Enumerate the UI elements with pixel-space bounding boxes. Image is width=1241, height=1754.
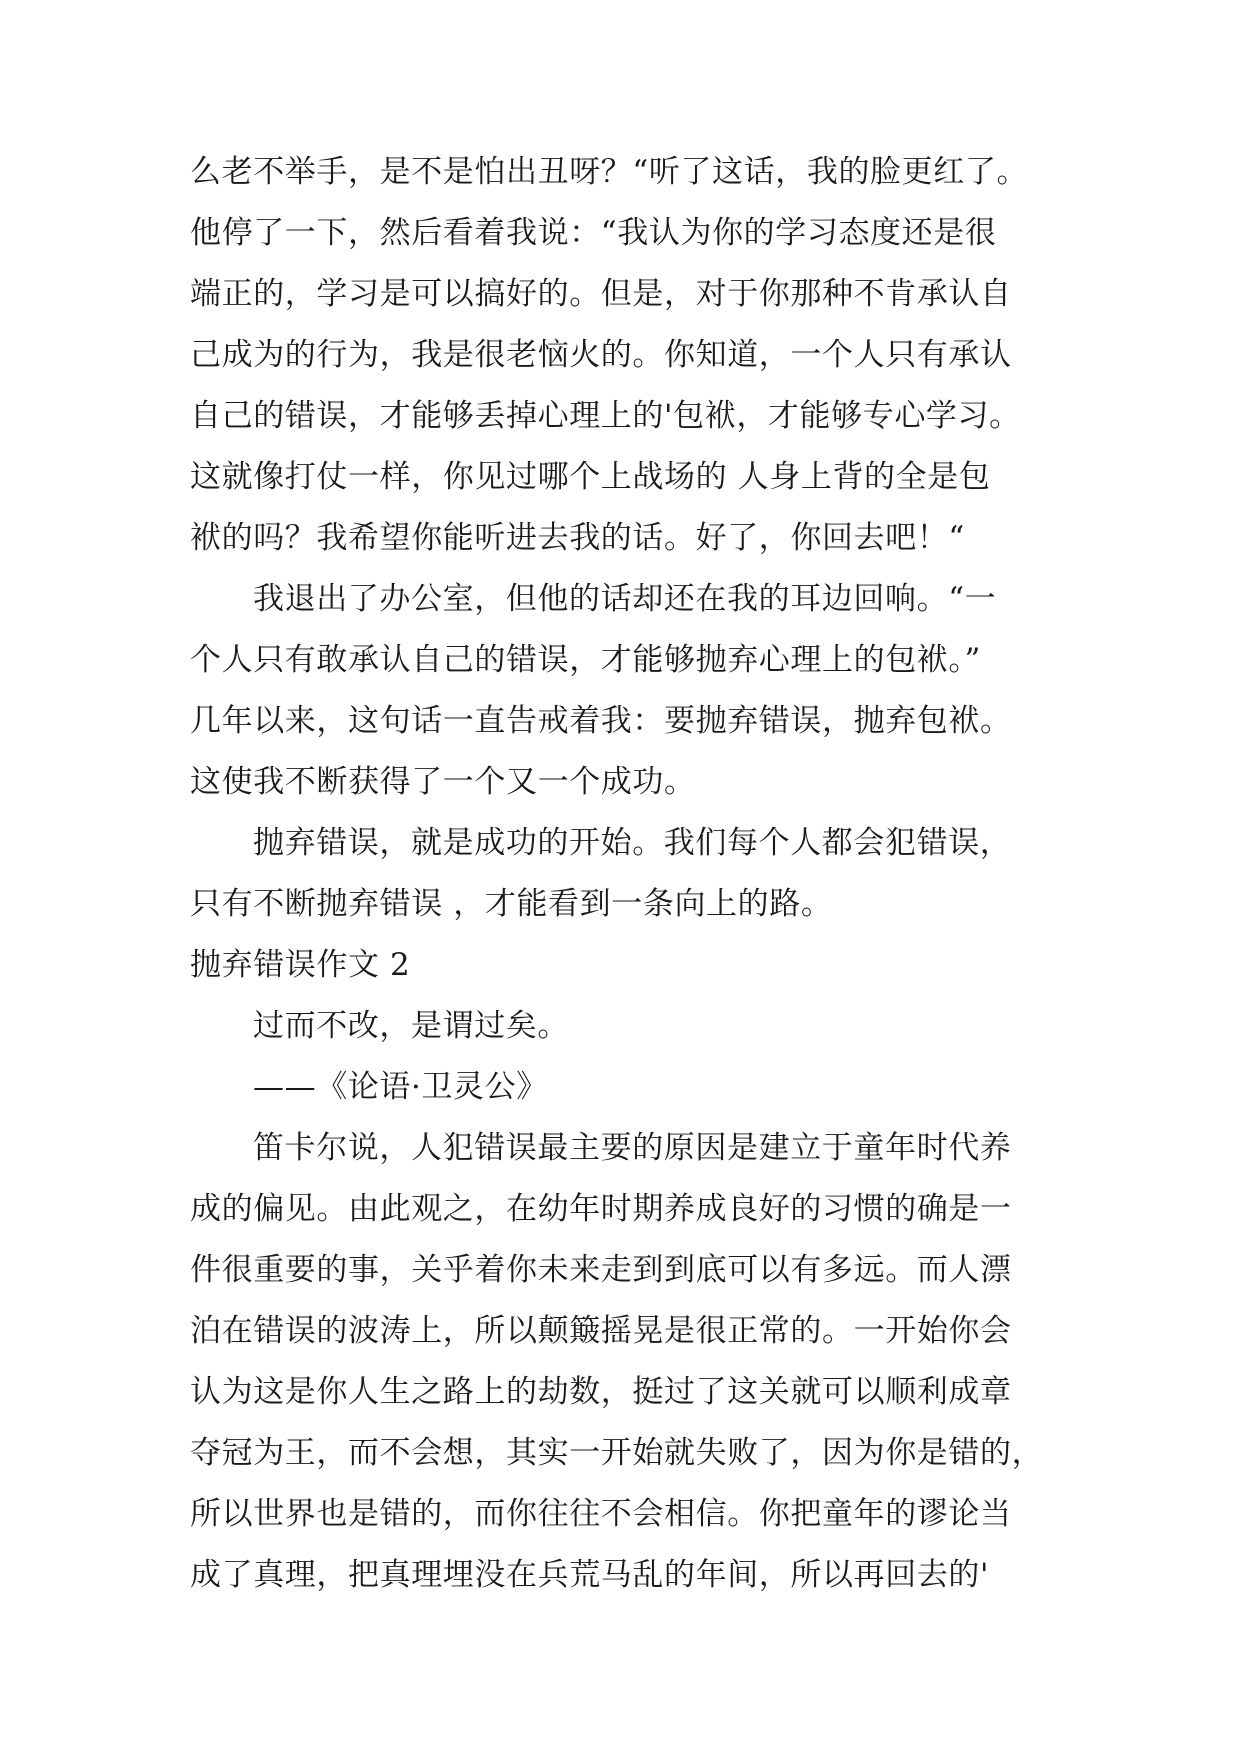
- text-line: 成的偏见。由此观之，在幼年时期养成良好的习惯的确是一: [190, 1191, 1012, 1227]
- text-line: 过而不改，是谓过矣。: [253, 1008, 569, 1044]
- text-line: 泊在错误的波涛上，所以颠簸摇晃是很正常的。一开始你会: [190, 1313, 1012, 1349]
- text-line: 这就像打仗一样，你见过哪个上战场的 人身上背的全是包: [190, 459, 991, 495]
- text-line: 么老不举手，是不是怕出丑呀？“听了这话，我的脸更红了。: [190, 154, 1029, 190]
- text-line: 这使我不断获得了一个又一个成功。: [190, 764, 696, 800]
- text-line: 个人只有敢承认自己的错误，才能够抛弃心理上的包袱。”: [190, 642, 981, 678]
- text-line: 认为这是你人生之路上的劫数，挺过了这关就可以顺利成章: [190, 1374, 1012, 1410]
- text-line: 几年以来，这句话一直告戒着我：要抛弃错误，抛弃包袱。: [190, 703, 1012, 739]
- text-line: 所以世界也是错的，而你往往不会相信。你把童年的谬论当: [190, 1496, 1012, 1532]
- text-line: 件很重要的事，关乎着你未来走到到底可以有多远。而人漂: [190, 1252, 1012, 1288]
- text-line: 他停了一下，然后看着我说：“我认为你的学习态度还是很: [190, 215, 997, 251]
- text-line: 抛弃错误，就是成功的开始。我们每个人都会犯错误，: [253, 825, 1012, 861]
- text-line: ——《论语·卫灵公》: [253, 1069, 548, 1105]
- text-line: 袱的吗？我希望你能听进去我的话。好了，你回去吧！“: [190, 520, 965, 556]
- text-line: 自己的错误，才能够丢掉心理上的'包袱，才能够专心学习。: [190, 398, 1021, 434]
- text-line: 笛卡尔说，人犯错误最主要的原因是建立于童年时代养: [253, 1130, 1012, 1166]
- text-line: 只有不断抛弃错误 ，才能看到一条向上的路。: [190, 886, 833, 922]
- text-line: 端正的，学习是可以搞好的。但是，对于你那种不肯承认自: [190, 276, 1012, 312]
- text-line: 成了真理，把真理埋没在兵荒马乱的年间，所以再回去的': [190, 1557, 990, 1593]
- section-heading: 抛弃错误作文 2: [190, 947, 411, 983]
- text-line: 夺冠为王，而不会想，其实一开始就失败了，因为你是错的，: [190, 1435, 1044, 1471]
- text-line: 己成为的行为，我是很老恼火的。你知道，一个人只有承认: [190, 337, 1012, 373]
- text-line: 我退出了办公室，但他的话却还在我的耳边回响。“一: [253, 581, 997, 617]
- body-text: [190, 142, 1070, 1606]
